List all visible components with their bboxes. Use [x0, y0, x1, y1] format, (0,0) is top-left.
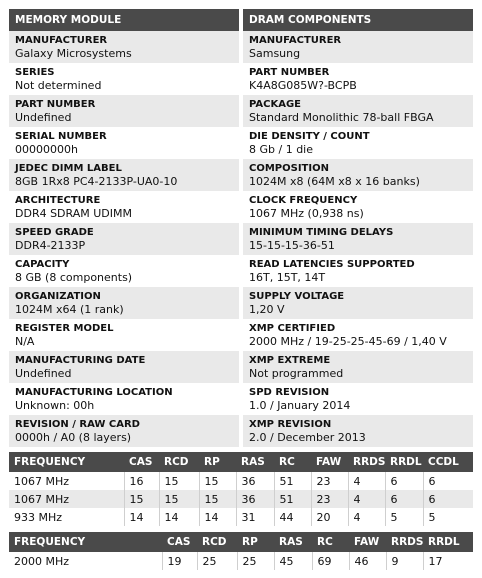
- timing-cell: 45: [274, 552, 312, 570]
- timing-row: [9, 472, 473, 490]
- spec-value: 1.0 / January 2014: [249, 399, 351, 412]
- spec-field: [243, 287, 473, 319]
- spec-label: SUPPLY VOLTAGE: [249, 291, 345, 302]
- timing-cell: 19: [162, 552, 197, 570]
- spec-value: 2000 MHz / 19-25-25-45-69 / 1,40 V: [249, 335, 447, 348]
- memory-module-header: MEMORY MODULE: [9, 9, 239, 31]
- timing-cell: 23: [311, 490, 348, 508]
- timing-cell: 2000 MHz: [9, 552, 162, 570]
- spec-value: Galaxy Microsystems: [15, 47, 132, 60]
- timing-cell: 6: [423, 472, 473, 490]
- timing-row: [9, 508, 473, 526]
- timing-cell: 31: [236, 508, 274, 526]
- spec-field: [243, 383, 473, 415]
- spec-field: [243, 31, 473, 63]
- timing-cell: 17: [423, 552, 473, 570]
- spec-value: 1024M x64 (1 rank): [15, 303, 124, 316]
- spec-label: XMP EXTREME: [249, 355, 331, 366]
- spec-value: 1024M x8 (64M x8 x 16 banks): [249, 175, 420, 188]
- spec-value: 0000h / A0 (8 layers): [15, 431, 132, 444]
- spec-value: DDR4-2133P: [15, 239, 86, 252]
- spec-label: READ LATENCIES SUPPORTED: [249, 259, 415, 270]
- spec-label: PACKAGE: [249, 99, 302, 110]
- spec-value: 8 GB (8 components): [15, 271, 133, 284]
- spec-value: Standard Monolithic 78-ball FBGA: [249, 111, 434, 124]
- timing-cell: 1067 MHz: [9, 490, 124, 508]
- spec-label: REVISION / RAW CARD: [15, 419, 140, 430]
- timing-cell: 36: [236, 490, 274, 508]
- timing-cell: 15: [159, 490, 199, 508]
- timing-cell: 933 MHz: [9, 508, 124, 526]
- column-header: FAW: [349, 532, 386, 552]
- column-header: RP: [237, 532, 274, 552]
- dram-components-panel: [243, 9, 473, 447]
- timing-cell: 15: [159, 472, 199, 490]
- column-header: RCD: [197, 532, 237, 552]
- timing-header-row: [9, 452, 473, 472]
- spec-field: [9, 415, 239, 447]
- timing-cell: 23: [311, 472, 348, 490]
- column-header: RRDS: [386, 532, 423, 552]
- spec-label: SPD REVISION: [249, 387, 330, 398]
- timing-cell: 5: [423, 508, 473, 526]
- column-header: RCD: [159, 452, 199, 472]
- timing-cell: 14: [159, 508, 199, 526]
- spec-field: [9, 31, 239, 63]
- spec-value: Samsung: [249, 47, 301, 60]
- spec-value: 8 Gb / 1 die: [249, 143, 314, 156]
- timing-cell: 20: [311, 508, 348, 526]
- spec-label: JEDEC DIMM LABEL: [15, 163, 122, 174]
- spec-value: N/A: [15, 335, 35, 348]
- timing-row: [9, 490, 473, 508]
- spec-label: CAPACITY: [15, 259, 70, 270]
- spec-value: 15-15-15-36-51: [249, 239, 335, 252]
- spec-value: 2.0 / December 2013: [249, 431, 366, 444]
- spec-label: MINIMUM TIMING DELAYS: [249, 227, 394, 238]
- column-header: RRDL: [423, 532, 473, 552]
- xmp-timing-table: [9, 532, 473, 570]
- spec-label: DIE DENSITY / COUNT: [249, 131, 370, 142]
- spec-value: K4A8G085W?-BCPB: [249, 79, 357, 92]
- timing-cell: 25: [237, 552, 274, 570]
- timing-row: [9, 552, 473, 570]
- spec-label: MANUFACTURER: [249, 35, 342, 46]
- spec-field: [243, 319, 473, 351]
- spec-field: [9, 383, 239, 415]
- spec-field: [243, 127, 473, 159]
- spec-field: [9, 63, 239, 95]
- timing-cell: 6: [423, 490, 473, 508]
- timing-cell: 6: [385, 490, 423, 508]
- dram-components-header: DRAM COMPONENTS: [243, 9, 473, 31]
- column-header: RRDS: [348, 452, 385, 472]
- column-header: RC: [312, 532, 349, 552]
- timing-cell: 6: [385, 472, 423, 490]
- spec-label: SERIAL NUMBER: [15, 131, 107, 142]
- spec-value: Not programmed: [249, 367, 344, 380]
- timing-cell: 69: [312, 552, 349, 570]
- spec-label: MANUFACTURER: [15, 35, 108, 46]
- timing-cell: 1067 MHz: [9, 472, 124, 490]
- spec-label: CLOCK FREQUENCY: [249, 195, 358, 206]
- column-header: FREQUENCY: [9, 452, 124, 472]
- spec-label: SERIES: [15, 67, 55, 78]
- timing-cell: 51: [274, 490, 311, 508]
- timing-cell: 15: [199, 490, 236, 508]
- spec-value: 00000000h: [15, 143, 78, 156]
- timing-cell: 14: [124, 508, 159, 526]
- spec-value: DDR4 SDRAM UDIMM: [15, 207, 132, 220]
- spec-field: [9, 191, 239, 223]
- spec-field: [9, 95, 239, 127]
- spec-field: [243, 351, 473, 383]
- spec-field: [243, 63, 473, 95]
- spec-value: 1,20 V: [249, 303, 285, 316]
- spec-field: [9, 287, 239, 319]
- column-header: RP: [199, 452, 236, 472]
- spec-value: Undefined: [15, 367, 72, 380]
- timing-header-row: [9, 532, 473, 552]
- spec-value: Not determined: [15, 79, 102, 92]
- spec-label: REGISTER MODEL: [15, 323, 114, 334]
- jedec-timing-table: [9, 452, 473, 526]
- timing-cell: 5: [385, 508, 423, 526]
- timing-cell: 9: [386, 552, 423, 570]
- spec-value: Undefined: [15, 111, 72, 124]
- column-header: RAS: [236, 452, 274, 472]
- spec-label: COMPOSITION: [249, 163, 329, 174]
- spec-value: 1067 MHz (0,938 ns): [249, 207, 364, 220]
- timing-cell: 14: [199, 508, 236, 526]
- timing-cell: 51: [274, 472, 311, 490]
- column-header: FREQUENCY: [9, 532, 162, 552]
- timing-cell: 16: [124, 472, 159, 490]
- timing-cell: 25: [197, 552, 237, 570]
- spec-label: MANUFACTURING DATE: [15, 355, 146, 366]
- spec-field: [9, 127, 239, 159]
- spec-label: SPEED GRADE: [15, 227, 94, 238]
- timing-cell: 36: [236, 472, 274, 490]
- spec-field: [9, 159, 239, 191]
- spec-field: [243, 415, 473, 447]
- spec-field: [243, 191, 473, 223]
- spec-field: [9, 255, 239, 287]
- memory-spd-report: [9, 9, 473, 570]
- timing-cell: 4: [348, 508, 385, 526]
- memory-module-panel: [9, 9, 239, 447]
- timing-cell: 46: [349, 552, 386, 570]
- timing-cell: 15: [124, 490, 159, 508]
- spec-field: [9, 351, 239, 383]
- column-header: FAW: [311, 452, 348, 472]
- spec-label: ORGANIZATION: [15, 291, 101, 302]
- timing-cell: 44: [274, 508, 311, 526]
- spec-label: MANUFACTURING LOCATION: [15, 387, 173, 398]
- column-header: CCDL: [423, 452, 473, 472]
- spec-field: [243, 159, 473, 191]
- spec-label: XMP REVISION: [249, 419, 332, 430]
- spec-field: [243, 95, 473, 127]
- spec-value: 16T, 15T, 14T: [249, 271, 326, 284]
- spec-field: [243, 255, 473, 287]
- spec-field: [243, 223, 473, 255]
- column-header: RAS: [274, 532, 312, 552]
- column-header: CAS: [124, 452, 159, 472]
- column-header: RRDL: [385, 452, 423, 472]
- spec-label: PART NUMBER: [249, 67, 330, 78]
- spd-details: [9, 9, 473, 447]
- timing-cell: 15: [199, 472, 236, 490]
- spec-label: PART NUMBER: [15, 99, 96, 110]
- spec-label: ARCHITECTURE: [15, 195, 101, 206]
- column-header: CAS: [162, 532, 197, 552]
- column-header: RC: [274, 452, 311, 472]
- spec-value: 8GB 1Rx8 PC4-2133P-UA0-10: [15, 175, 178, 188]
- spec-field: [9, 223, 239, 255]
- spec-field: [9, 319, 239, 351]
- spec-value: Unknown: 00h: [15, 399, 95, 412]
- timing-cell: 4: [348, 490, 385, 508]
- timing-cell: 4: [348, 472, 385, 490]
- spec-label: XMP CERTIFIED: [249, 323, 336, 334]
